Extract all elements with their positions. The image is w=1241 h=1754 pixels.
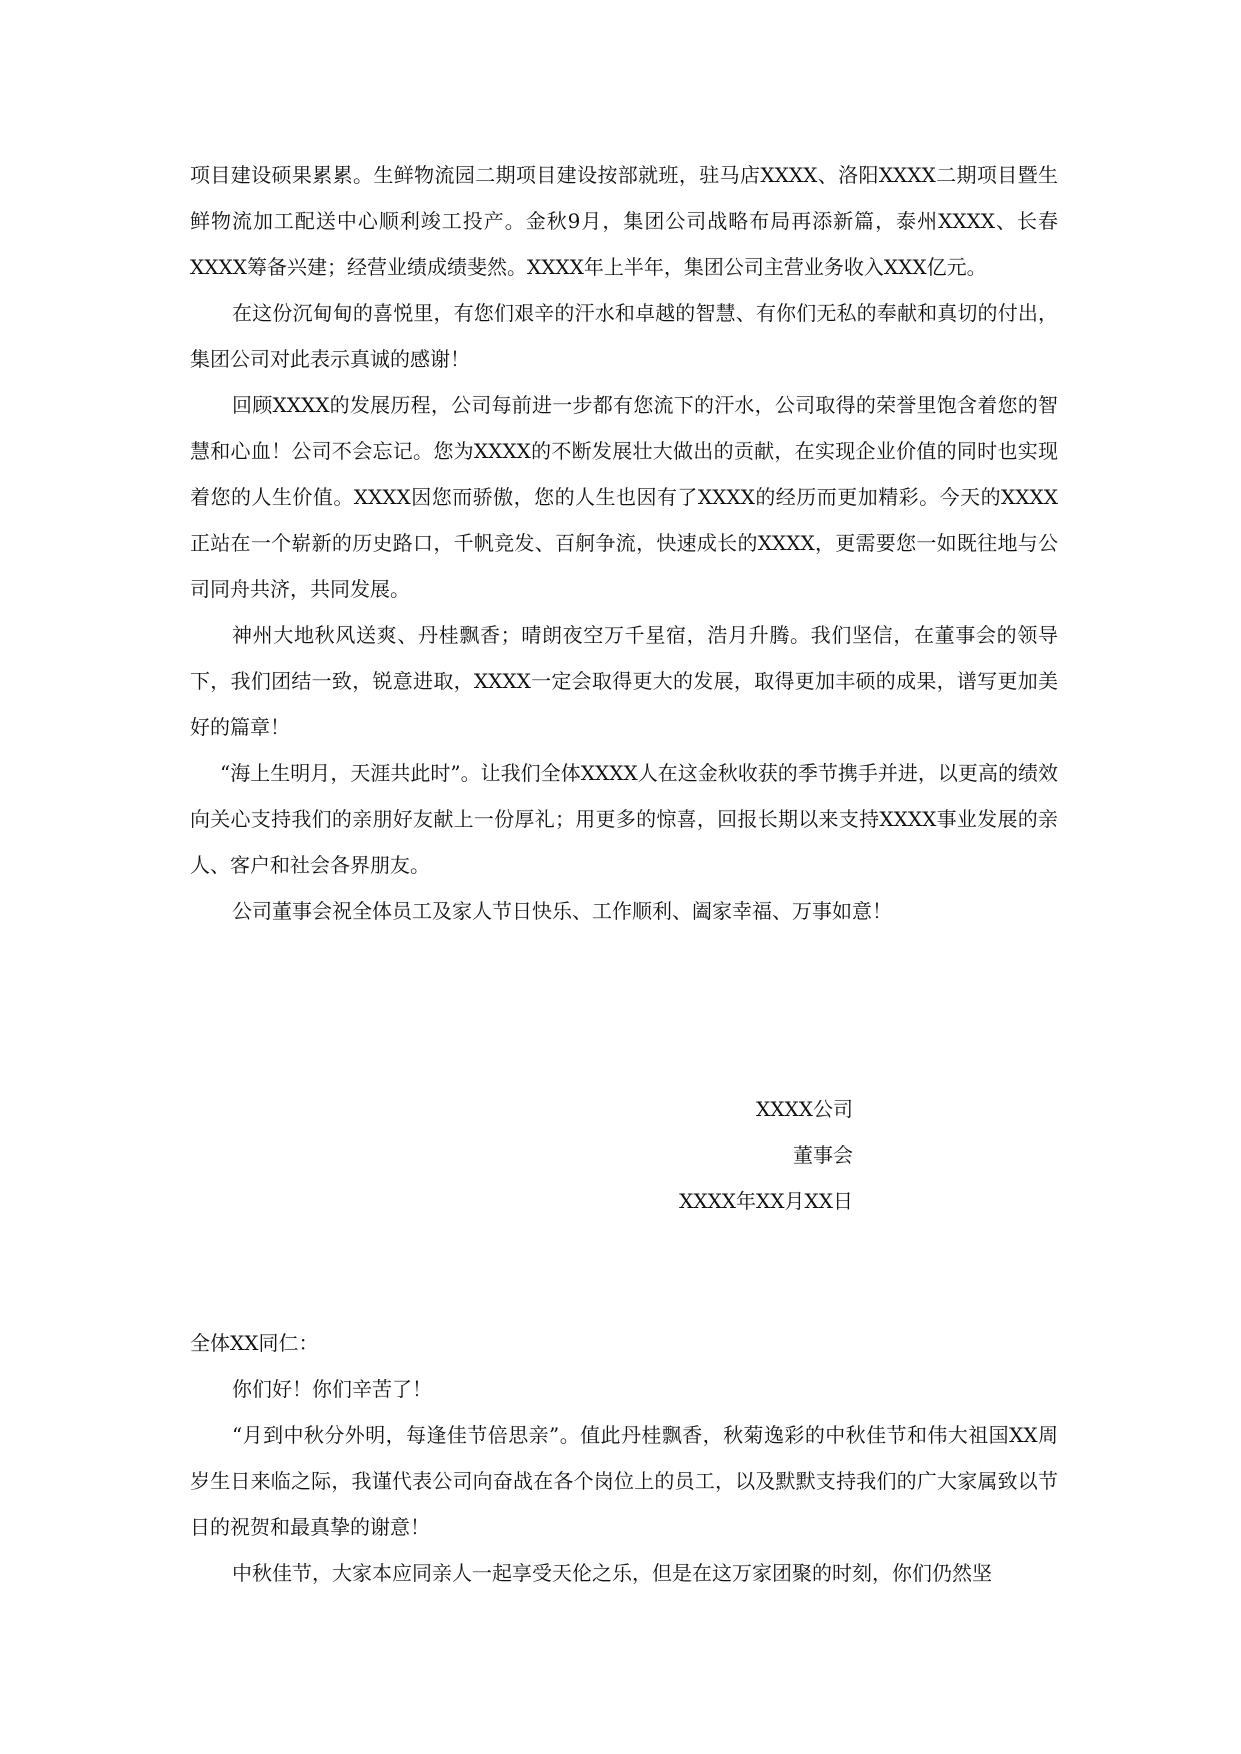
letter-two-body bbox=[190, 1320, 1058, 1596]
paragraph-gratitude: 在这份沉甸甸的喜悦里，有您们艰辛的汗水和卓越的智慧、有你们无私的奉献和真切的付出，集团公司对此表示真诚的感谢！ bbox=[190, 301, 1058, 371]
signature-block bbox=[679, 1086, 853, 1224]
paragraph-project-achievements: 项目建设硕果累累。生鲜物流园二期项目建设按部就班，驻马店XXXX、洛阳XXXX二期项目暨生鲜物流加工配送中心顺利竣工投产。金秋9月，集团公司战略布局再添新篇，泰州XXXX、长春XXXX筹备兴建；经营业绩成绩斐然。XXXX年上半年，集团公司主营业务收入XXX亿元。 bbox=[190, 163, 1058, 279]
letter-one-body bbox=[190, 152, 1058, 934]
paragraph-mid-autumn-wishes: “月到中秋分外明，每逢佳节倍思亲”。值此丹桂飘香，秋菊逸彩的中秋佳节和伟大祖国XX周岁生日来临之际，我谨代表公司向奋战在各个岗位上的员工，以及默默支持我们的广大家属致以节日的祝贺和最真挚的谢意！ bbox=[190, 1423, 1058, 1539]
paragraph-blessing: 公司董事会祝全体员工及家人节日快乐、工作顺利、阖家幸福、万事如意！ bbox=[232, 899, 892, 923]
paragraph-quote-moon: “海上生明月，天涯共此时”。让我们全体XXXX人在这金秋收获的季节携手并进，以更高的绩效向关心支持我们的亲朋好友献上一份厚礼；用更多的惊喜，回报长期以来支持XXXX事业发展的亲人、客户和社会各界朋友。 bbox=[190, 761, 1058, 877]
paragraph-review-history: 回顾XXXX的发展历程，公司每前进一步都有您流下的汗水，公司取得的荣誉里饱含着您的智慧和心血！公司不会忘记。您为XXXX的不断发展壮大做出的贡献，在实现企业价值的同时也实现着您的人生价值。XXXX因您而骄傲，您的人生也因有了XXXX的经历而更加精彩。今天的XXXX正站在一个崭新的历史路口，千帆竞发、百舸争流，快速成长的XXXX，更需要您一如既往地与公司同舟共济，共同发展。 bbox=[190, 393, 1058, 601]
signature-date: XXXX年XX月XX日 bbox=[679, 1189, 853, 1213]
salutation: 全体XX同仁： bbox=[190, 1331, 319, 1355]
greeting: 你们好！你们辛苦了！ bbox=[232, 1377, 432, 1401]
signature-board: 董事会 bbox=[793, 1143, 853, 1167]
paragraph-holiday-duty: 中秋佳节，大家本应同亲人一起享受天伦之乐，但是在这万家团聚的时刻，你们仍然坚 bbox=[232, 1561, 992, 1585]
paragraph-outlook: 神州大地秋风送爽、丹桂飘香；晴朗夜空万千星宿，浩月升腾。我们坚信，在董事会的领导下，我们团结一致，锐意进取，XXXX一定会取得更大的发展，取得更加丰硕的成果，谱写更加美好的篇章！ bbox=[190, 623, 1058, 739]
signature-company: XXXX公司 bbox=[756, 1097, 853, 1121]
